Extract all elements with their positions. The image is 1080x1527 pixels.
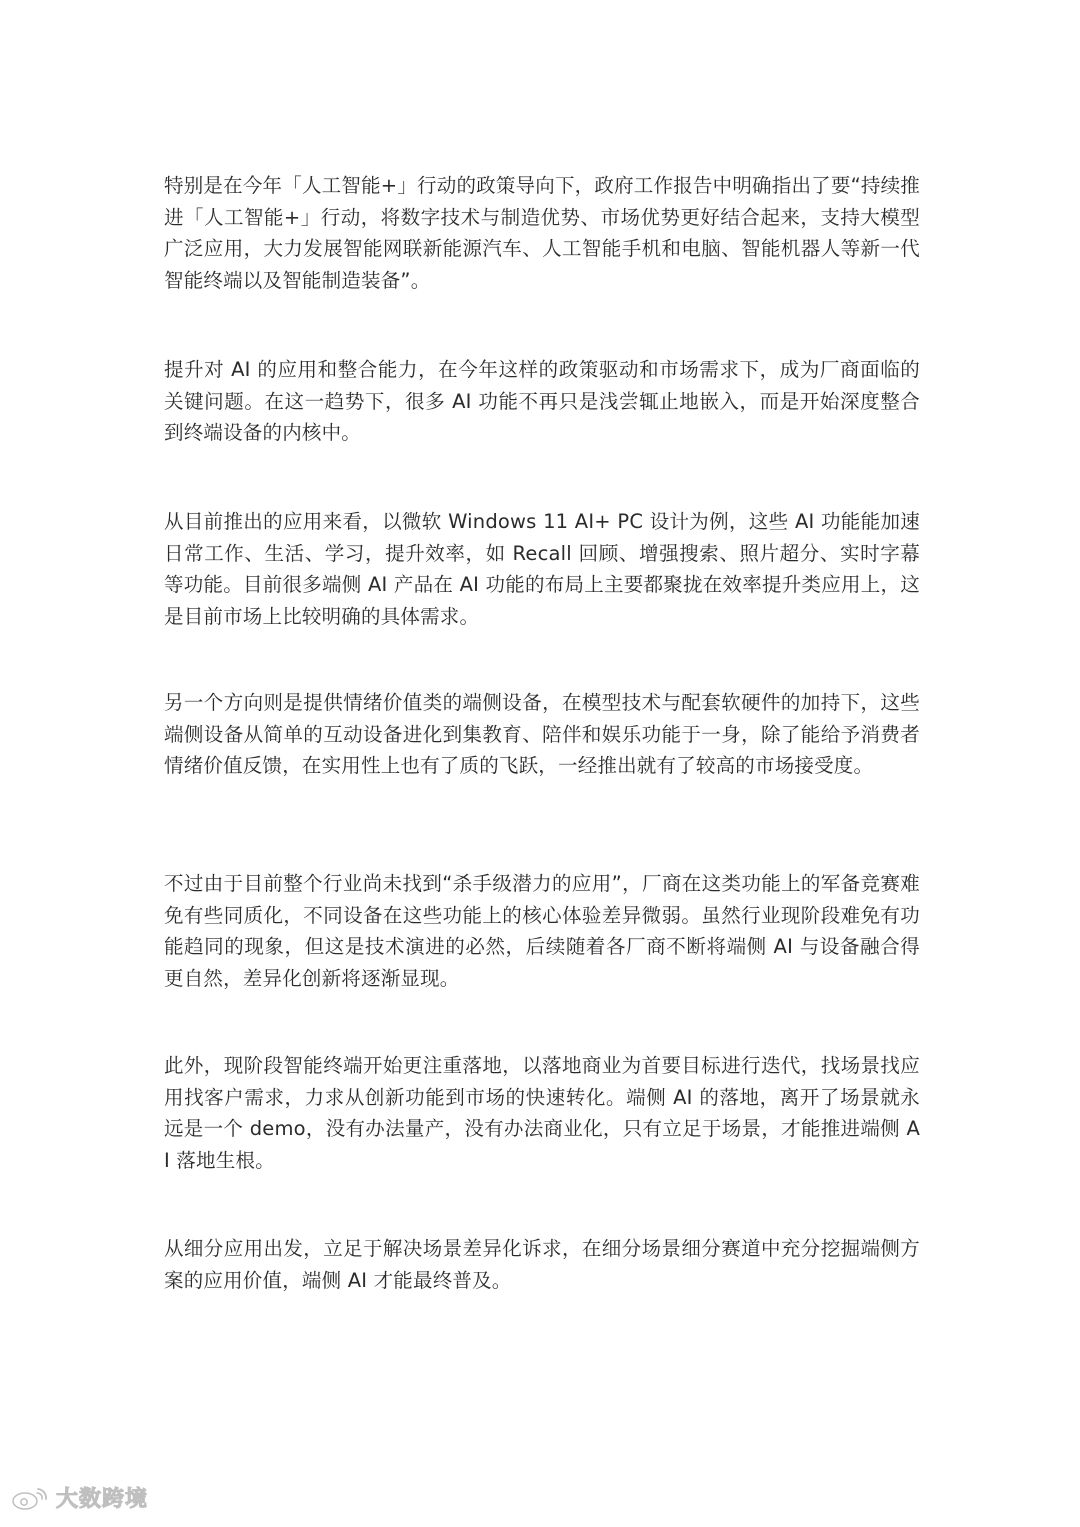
watermark <box>10 1482 148 1513</box>
paragraph-7: 从细分应用出发，立足于解决场景差异化诉求，在细分场景细分赛道中充分挖掘端侧方案的应用价值，端侧 AI 才能最终普及。 <box>164 1237 920 1292</box>
watermark-text: 大数跨境 <box>56 1487 149 1512</box>
paragraph-2: 提升对 AI 的应用和整合能力，在今年这样的政策驱动和市场需求下，成为厂商面临的关键问题。在这一趋势下，很多 AI 功能不再只是浅尝辄止地嵌入，而是开始深度整合到终端设备的内核中。 <box>164 358 920 445</box>
paragraph-6: 此外，现阶段智能终端开始更注重落地，以落地商业为首要目标进行迭代，找场景找应用找客户需求，力求从创新功能到市场的快速转化。端侧 AI 的落地，离开了场景就永远是一个 demo，没有办法量产，没有办法商业化，只有立足于场景，才能推进端侧 AI 落地生根。 <box>164 1054 920 1172</box>
paragraph-4: 另一个方向则是提供情绪价值类的端侧设备，在模型技术与配套软硬件的加持下，这些端侧设备从简单的互动设备进化到集教育、陪伴和娱乐功能于一身，除了能给予消费者情绪价值反馈，在实用性上也有了质的飞跃，一经推出就有了较高的市场接受度。 <box>164 691 920 778</box>
paragraph-5: 不过由于目前整个行业尚未找到“杀手级潜力的应用”，厂商在这类功能上的军备竞赛难免有些同质化，不同设备在这些功能上的核心体验差异微弱。虽然行业现阶段难免有功能趋同的现象，但这是技术演进的必然，后续随着各厂商不断将端侧 AI 与设备融合得更自然，差异化创新将逐渐显现。 <box>164 872 920 990</box>
weibo-logo-icon <box>10 1485 50 1511</box>
paragraph-3: 从目前推出的应用来看，以微软 Windows 11 AI+ PC 设计为例，这些 AI 功能能加速日常工作、生活、学习，提升效率，如 Recall 回顾、增强搜索、照片超分、实时字幕等功能。目前很多端侧 AI 产品在 AI 功能的布局上主要都聚拢在效率提升类应用上，这是目前市场上比较明确的具体需求。 <box>164 510 920 628</box>
paragraph-1: 特别是在今年「人工智能+」行动的政策导向下，政府工作报告中明确指出了要“持续推进「人工智能+」行动，将数字技术与制造优势、市场优势更好结合起来，支持大模型广泛应用，大力发展智能网联新能源汽车、人工智能手机和电脑、智能机器人等新一代智能终端以及智能制造装备”。 <box>164 174 920 292</box>
